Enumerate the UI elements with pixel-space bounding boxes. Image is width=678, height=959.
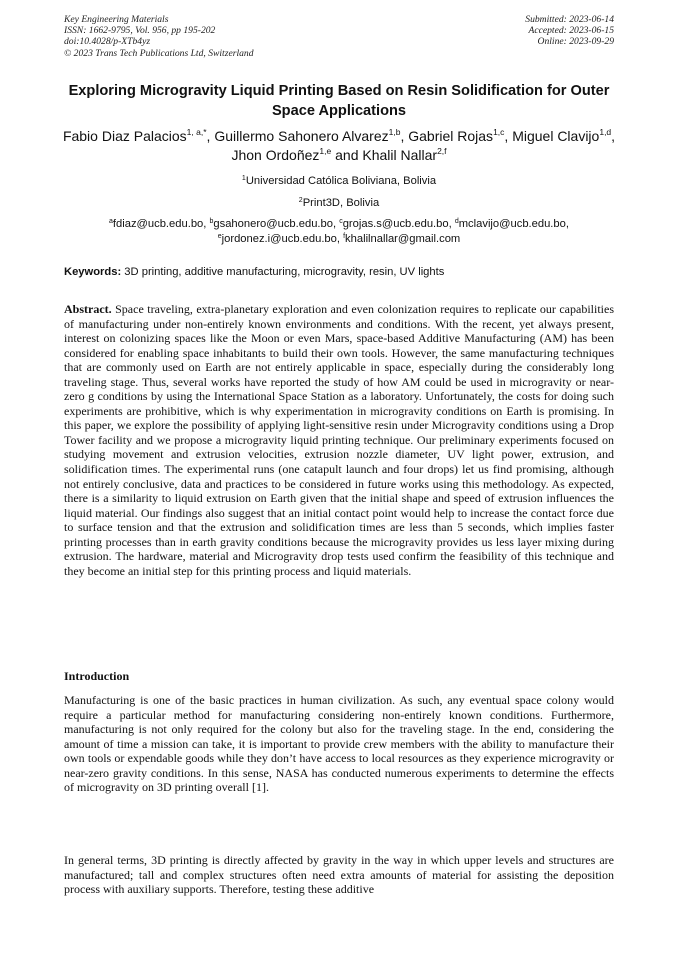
abstract-label: Abstract. (64, 302, 112, 316)
email-marker: d (454, 218, 459, 225)
author (362, 147, 446, 163)
author-affil-marker: 1,c (493, 127, 505, 137)
email-address[interactable]: mclavijo@ucb.edu.bo, (458, 218, 569, 230)
author-name: Gabriel Rojas (408, 128, 494, 144)
email-address[interactable]: jordonez.i@ucb.edu.bo, (221, 232, 344, 245)
author-name: Miguel Clavijo (512, 128, 600, 144)
online-date: Online: 2023-09-29 (537, 36, 614, 48)
author-affil-marker: 1,b (388, 127, 401, 137)
affiliation-text: Print3D, Bolivia (302, 197, 380, 209)
author-emails (64, 217, 614, 246)
author-name: Fabio Diaz Palacios (62, 128, 187, 144)
affiliation-text: Universidad Católica Boliviana, Bolivia (245, 175, 437, 187)
author (231, 147, 362, 163)
email-address[interactable]: gsahonero@ucb.edu.bo, (213, 218, 340, 230)
author (63, 128, 214, 144)
keywords-label: Keywords: (64, 266, 122, 278)
author-separator: , (504, 128, 513, 144)
author-separator: , (400, 128, 409, 144)
email-marker: a (109, 218, 113, 225)
author-affil-marker: 1,e (319, 146, 332, 156)
keywords (64, 265, 614, 279)
author (214, 128, 408, 144)
author-affil-marker: 1, a,* (186, 127, 207, 137)
author-separator: and (331, 147, 363, 163)
email-line-2 (64, 232, 614, 247)
affiliation-marker: 2 (298, 197, 303, 204)
author (408, 128, 512, 144)
issn-line: ISSN: 1662-9795, Vol. 956, pp 195-202 (64, 25, 216, 37)
email-address[interactable]: khalilnallar@gmail.com (345, 232, 461, 245)
email-marker: c (339, 218, 343, 225)
publication-dates (525, 14, 614, 48)
author-name: Khalil Nallar (362, 147, 438, 163)
author-list (60, 127, 618, 165)
accepted-date: Accepted: 2023-06-15 (528, 25, 614, 37)
author-separator: , (611, 128, 616, 144)
submitted-date: Submitted: 2023-06-14 (525, 14, 614, 25)
journal-name: Key Engineering Materials (64, 14, 169, 25)
abstract-text: Space traveling, extra-planetary exploration and even colonization requires to replicate our capabilities of manufacturing under non-entirely known environments and conditions. With the recent, yet always present, interest on colonizing spaces like the Moon or even Mars, space-based Additive Manufacturing (AM) has been considered for enabling space inhabitants to build their own tools. However, the same manufacturing techniques that are commonly used on Earth are not entirely applicable in space, especially during the considerably long traveling stage. Thus, several works have reported the study of how AM could be used in microgravity or near-zero g conditions by using the International Space Station as a laboratory. Unfortunately, the costs for doing such experiments are prohibitive, which is why experimentation in microgravity conditions on Earth is promising. In this paper, we explore the possibility of applying light-sensitive resin under Microgravity conditions using a Drop Tower facility and we propose a microgravity liquid printing technique. Our preliminary experiments focused on studying movement and extrusion velocities, extrusion nozzle diameter, UV light power, extrusion, and solidification times. The experimental runs (one catapult launch and four drops) let us find promising, although not entirely conclusive, data and practices to be considered in future works using this methodology. As expected, there is a similarity to liquid extrusion on Earth given that the initial shape and speed of extrusion influences the liquid material. Our findings also suggest that an initial contact point would help to increase the contact force due to surface tension and that the extrusion and solidification times are less than 5 seconds, which implies faster printing processes than in earth gravity conditions because the microgravity provides us less layer mixing during extrusion. The hardware, material and Microgravity drop tests used confirm the feasibility of this technique and they become an initial step for this printing process and liquid materials. (64, 302, 614, 578)
author-affil-marker: 1,d (599, 127, 612, 137)
email-address[interactable]: grojas.s@ucb.edu.bo, (342, 218, 455, 230)
email-address[interactable]: fdiaz@ucb.edu.bo, (112, 218, 210, 230)
author-separator: , (206, 128, 215, 144)
paper-title: Exploring Microgravity Liquid Printing Based on Resin Solidification for Outer Space Applications (68, 83, 610, 119)
affiliation-marker: 1 (241, 175, 246, 182)
journal-info (64, 14, 254, 59)
email-line-1 (64, 217, 614, 232)
author-affil-marker: 2,f (437, 146, 447, 156)
affiliation-1 (64, 174, 614, 188)
abstract (64, 302, 614, 578)
author-name: Guillermo Sahonero Alvarez (214, 128, 389, 144)
email-marker: b (209, 218, 214, 225)
doi-line[interactable]: doi:10.4028/p-XTb4yz (64, 36, 151, 48)
affiliation-2 (64, 196, 614, 210)
author-name: Jhon Ordoñez (231, 147, 320, 163)
email-marker: e (217, 232, 222, 240)
introduction-paragraph-1: Manufacturing is one of the basic practices in human civilization. As such, any eventual space colony would require a particular method for manufacturing considering non-entirely known conditions. Furthermore, manufacturing is not only required for the colony but also for the traveling stage. In the end, considering the amount of time a mission can take, it is important to provide crew members with the ability to manufacture their own tools or expendable goods while they don’t have access to local resources as they experience microgravity or near-zero gravity conditions. In this sense, NASA has conducted numerous experiments to determine the effects of microgravity on 3D printing overall [1]. (64, 693, 614, 795)
author (512, 128, 615, 144)
keywords-text: 3D printing, additive manufacturing, microgravity, resin, UV lights (121, 266, 445, 278)
copyright-line: © 2023 Trans Tech Publications Ltd, Switzerland (64, 47, 254, 59)
introduction-heading: Introduction (64, 669, 130, 683)
introduction-paragraph-2: In general terms, 3D printing is directly affected by gravity in the way in which upper levels and structures are manufactured; tall and complex structures often need extra amounts of material for assisting the deposition process with auxiliary supports. Therefore, testing these additive (64, 853, 614, 897)
email-marker: f (343, 232, 346, 240)
